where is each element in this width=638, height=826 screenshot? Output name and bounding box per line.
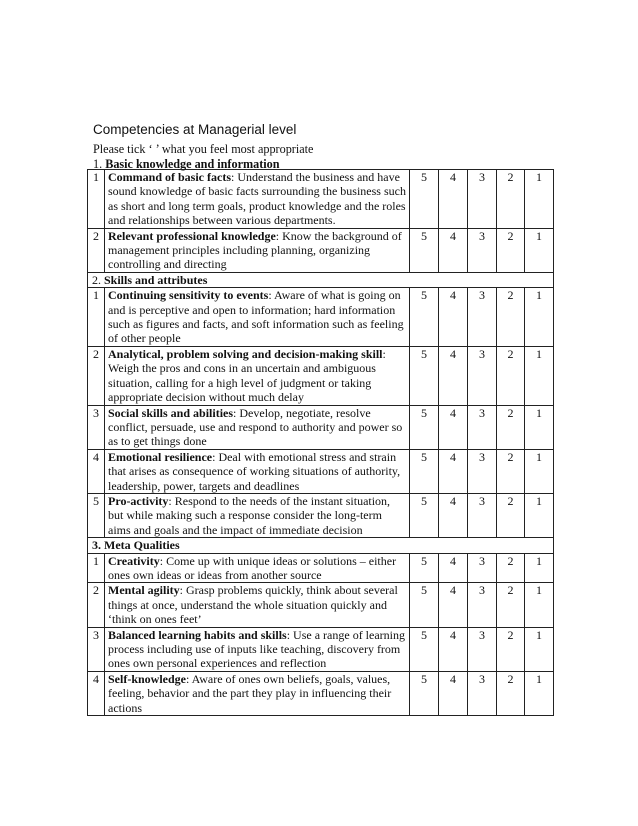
rating-option-4[interactable]: 4 bbox=[439, 405, 468, 449]
rating-option-2[interactable]: 2 bbox=[497, 405, 525, 449]
section-number: 1. bbox=[93, 157, 103, 171]
rating-option-4[interactable]: 4 bbox=[439, 671, 468, 715]
item-index: 4 bbox=[88, 449, 105, 493]
rating-option-5[interactable]: 5 bbox=[410, 405, 439, 449]
rating-option-3[interactable]: 3 bbox=[468, 583, 497, 627]
competency-name: Continuing sensitivity to events bbox=[108, 288, 269, 303]
competency-name: Command of basic facts bbox=[108, 170, 231, 184]
item-index: 3 bbox=[88, 405, 105, 449]
rating-option-5[interactable]: 5 bbox=[410, 346, 439, 405]
rating-option-3[interactable]: 3 bbox=[468, 228, 497, 272]
table-row bbox=[88, 671, 554, 715]
instructions-prefix: Please tick bbox=[93, 142, 146, 156]
competency-description bbox=[105, 493, 410, 537]
competency-text: : Weigh the pros and cons in an uncertain and ambiguous situation, calling for a high level of judgment or taking appropriate decision without much delay bbox=[108, 346, 386, 405]
section-header-3 bbox=[88, 538, 554, 553]
table-row bbox=[88, 583, 554, 627]
competency-name: Pro-activity bbox=[108, 493, 169, 508]
rating-option-4[interactable]: 4 bbox=[439, 493, 468, 537]
section-title: Meta Qualities bbox=[104, 538, 180, 553]
competency-description bbox=[105, 405, 410, 449]
rating-option-3[interactable]: 3 bbox=[468, 493, 497, 537]
rating-option-3[interactable]: 3 bbox=[468, 346, 497, 405]
competency-text: : Know the background of management principles including planning, organizing controlling and directing bbox=[108, 228, 402, 272]
rating-option-1[interactable]: 1 bbox=[525, 493, 554, 537]
rating-option-5[interactable]: 5 bbox=[410, 553, 439, 583]
rating-option-4[interactable]: 4 bbox=[439, 627, 468, 671]
rating-option-3[interactable]: 3 bbox=[468, 553, 497, 583]
rating-option-1[interactable]: 1 bbox=[525, 346, 554, 405]
section-number: 3. bbox=[92, 538, 101, 553]
item-index: 2 bbox=[88, 228, 105, 272]
rating-option-1[interactable]: 1 bbox=[525, 405, 554, 449]
competency-name: Emotional resilience bbox=[108, 449, 213, 464]
competency-name: Relevant professional knowledge bbox=[108, 228, 276, 243]
rating-option-4[interactable]: 4 bbox=[439, 583, 468, 627]
competency-text: : Respond to the needs of the instant situation, but while making such a response consider the long-term aims and goals and the impact of immediate decision bbox=[108, 493, 391, 537]
competency-name: Self-knowledge bbox=[108, 671, 186, 686]
competency-name: Mental agility bbox=[108, 583, 180, 598]
rating-option-1[interactable]: 1 bbox=[525, 553, 554, 583]
item-index: 4 bbox=[88, 671, 105, 715]
item-index: 2 bbox=[88, 583, 105, 627]
rating-option-4[interactable]: 4 bbox=[439, 449, 468, 493]
competency-description bbox=[105, 449, 410, 493]
competency-description bbox=[105, 627, 410, 671]
section-header-cell bbox=[88, 538, 554, 553]
rating-option-2[interactable]: 2 bbox=[497, 583, 525, 627]
competency-description bbox=[105, 346, 410, 405]
competency-name: Balanced learning habits and skills bbox=[108, 627, 287, 642]
rating-option-4[interactable]: 4 bbox=[439, 553, 468, 583]
competency-text: : Aware of ones own beliefs, goals, values, feeling, behavior and the part they play in influencing their actions bbox=[108, 671, 392, 715]
rating-option-5[interactable]: 5 bbox=[410, 627, 439, 671]
competency-text: : Grasp problems quickly, think about several things at once, understand the whole situation quickly and ‘think on ones feet’ bbox=[108, 583, 398, 627]
section-header-2 bbox=[88, 272, 554, 287]
rating-option-5[interactable]: 5 bbox=[410, 288, 439, 347]
rating-option-2[interactable]: 2 bbox=[497, 553, 525, 583]
competency-table bbox=[87, 169, 554, 716]
competency-text: : Use a range of learning process including use of inputs like teaching, discovery from ones own personal experiences and reflection bbox=[108, 627, 406, 671]
instructions bbox=[93, 142, 563, 156]
rating-option-1[interactable]: 1 bbox=[525, 583, 554, 627]
competency-text: : Develop, negotiate, resolve conflict, persuade, use and respond to authority and power so as to get things done bbox=[108, 405, 403, 449]
competency-description bbox=[105, 228, 410, 272]
section-title: Basic knowledge and information bbox=[105, 157, 280, 171]
rating-option-2[interactable]: 2 bbox=[497, 346, 525, 405]
rating-option-5[interactable]: 5 bbox=[410, 228, 439, 272]
rating-option-5[interactable]: 5 bbox=[410, 583, 439, 627]
item-index: 5 bbox=[88, 493, 105, 537]
item-index: 1 bbox=[88, 288, 105, 347]
competency-description bbox=[105, 671, 410, 715]
rating-option-2[interactable]: 2 bbox=[497, 228, 525, 272]
competency-description bbox=[105, 553, 410, 583]
table-row bbox=[88, 553, 554, 583]
competency-description bbox=[105, 170, 410, 229]
rating-option-2[interactable]: 2 bbox=[497, 170, 525, 229]
rating-option-1[interactable]: 1 bbox=[525, 288, 554, 347]
rating-option-3[interactable]: 3 bbox=[468, 671, 497, 715]
competency-table-body bbox=[88, 170, 554, 716]
rating-option-5[interactable]: 5 bbox=[410, 170, 439, 229]
rating-option-4[interactable]: 4 bbox=[439, 170, 468, 229]
page-title: Competencies at Managerial level bbox=[93, 122, 297, 137]
rating-option-4[interactable]: 4 bbox=[439, 288, 468, 347]
rating-option-4[interactable]: 4 bbox=[439, 228, 468, 272]
item-index: 1 bbox=[88, 553, 105, 583]
competency-text: : Understand the business and have sound knowledge of basic facts surrounding the business such as short and long term goals, product knowledge and the roles and relationships between various departments. bbox=[108, 170, 406, 228]
section-header-cell bbox=[88, 272, 554, 287]
item-index: 1 bbox=[88, 170, 105, 229]
rating-option-3[interactable]: 3 bbox=[468, 449, 497, 493]
rating-option-1[interactable]: 1 bbox=[525, 627, 554, 671]
rating-option-2[interactable]: 2 bbox=[497, 449, 525, 493]
competency-name: Analytical, problem solving and decision-making skill bbox=[108, 346, 383, 361]
competency-description bbox=[105, 583, 410, 627]
table-row bbox=[88, 405, 554, 449]
competency-text: : Aware of what is going on and is perceptive and open to information; hard information such as figures and facts, and soft information such as feeling of other people bbox=[108, 288, 404, 346]
rating-option-3[interactable]: 3 bbox=[468, 288, 497, 347]
table-row bbox=[88, 288, 554, 347]
item-index: 2 bbox=[88, 346, 105, 405]
table-row bbox=[88, 449, 554, 493]
competency-description bbox=[105, 288, 410, 347]
rating-option-1[interactable]: 1 bbox=[525, 228, 554, 272]
rating-option-1[interactable]: 1 bbox=[525, 671, 554, 715]
competency-name: Creativity bbox=[108, 553, 160, 568]
rating-option-1[interactable]: 1 bbox=[525, 170, 554, 229]
table-row bbox=[88, 493, 554, 537]
rating-option-3[interactable]: 3 bbox=[468, 627, 497, 671]
rating-option-2[interactable]: 2 bbox=[497, 493, 525, 537]
section-title: Skills and attributes bbox=[104, 272, 208, 287]
rating-option-2[interactable]: 2 bbox=[497, 288, 525, 347]
rating-option-4[interactable]: 4 bbox=[439, 346, 468, 405]
rating-option-3[interactable]: 3 bbox=[468, 170, 497, 229]
rating-option-1[interactable]: 1 bbox=[525, 449, 554, 493]
rating-option-5[interactable]: 5 bbox=[410, 449, 439, 493]
competency-text: : Come up with unique ideas or solutions – either ones own ideas or ideas from another source bbox=[108, 553, 397, 582]
rating-option-2[interactable]: 2 bbox=[497, 671, 525, 715]
instructions-suffix: what you feel most appropriate bbox=[161, 142, 314, 156]
tick-mark: ‘ ’ bbox=[148, 142, 159, 156]
rating-option-3[interactable]: 3 bbox=[468, 405, 497, 449]
rating-option-5[interactable]: 5 bbox=[410, 493, 439, 537]
table-row bbox=[88, 228, 554, 272]
competency-text: : Deal with emotional stress and strain that arises as consequence of working situations of authority, leadership, power, targets and deadlines bbox=[108, 449, 401, 493]
table-row bbox=[88, 346, 554, 405]
table-row bbox=[88, 170, 554, 229]
competency-name: Social skills and abilities bbox=[108, 405, 234, 420]
section-number: 2. bbox=[92, 272, 101, 287]
item-index: 3 bbox=[88, 627, 105, 671]
table-row bbox=[88, 627, 554, 671]
rating-option-5[interactable]: 5 bbox=[410, 671, 439, 715]
rating-option-2[interactable]: 2 bbox=[497, 627, 525, 671]
